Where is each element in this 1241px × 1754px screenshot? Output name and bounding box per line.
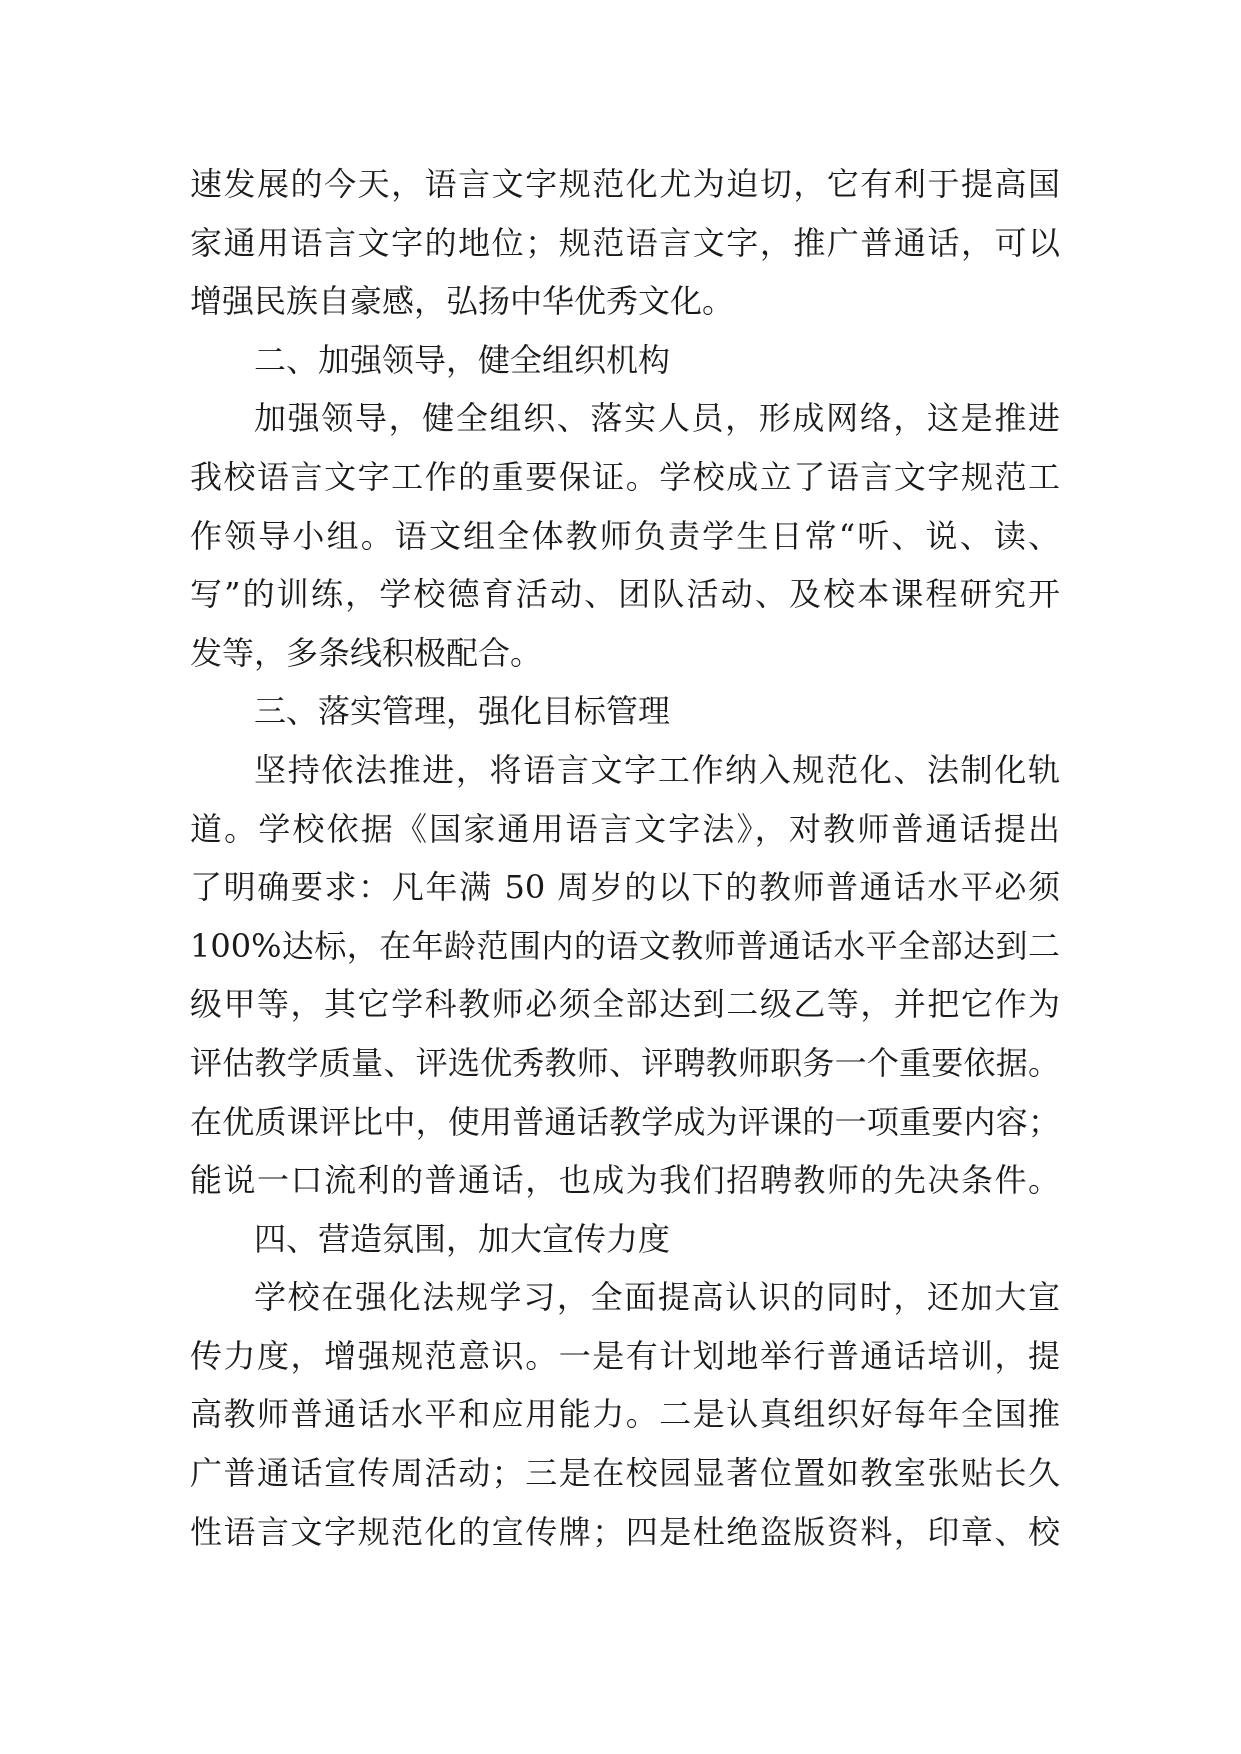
- text-line: 能说一口流利的普通话，也成为我们招聘教师的先决条件。: [190, 1161, 1060, 1200]
- text-line: 传力度，增强规范意识。一是有计划地举行普通话培训，提: [190, 1336, 1060, 1375]
- section-heading: 四、营造氛围，加大宣传力度: [254, 1219, 671, 1258]
- text-line: 道。学校依据《国家通用语言文字法》，对教师普通话提出: [190, 809, 1060, 848]
- text-line: 高教师普通话水平和应用能力。二是认真组织好每年全国推: [190, 1395, 1060, 1434]
- text-line: 速发展的今天，语言文字规范化尤为迫切，它有利于提高国: [190, 165, 1060, 203]
- text-line: 增强民族自豪感，弘扬中华优秀文化。: [190, 282, 735, 321]
- text-line: 在优质课评比中，使用普通话教学成为评课的一项重要内容；: [190, 1102, 1060, 1141]
- document-body: [190, 155, 1060, 1561]
- text-line: 发等，多条线积极配合。: [190, 633, 543, 672]
- section-heading: 二、加强领导，健全组织机构: [254, 340, 671, 379]
- text-line: 加强领导，健全组织、落实人员，形成网络，这是推进: [254, 399, 1060, 438]
- text-line: 我校语言文字工作的重要保证。学校成立了语言文字规范工: [190, 457, 1060, 496]
- text-line: 了明确要求：凡年满 50 周岁的以下的教师普通话水平必须: [190, 868, 1060, 907]
- text-line: 作领导小组。语文组全体教师负责学生日常“听、说、读、: [190, 516, 1060, 555]
- text-line: 广普通话宣传周活动；三是在校园显著位置如教室张贴长久: [190, 1454, 1060, 1493]
- text-line: 性语言文字规范化的宣传牌；四是杜绝盗版资料，印章、校: [190, 1512, 1060, 1551]
- section-heading: 三、落实管理，强化目标管理: [254, 692, 671, 731]
- text-line: 级甲等，其它学科教师必须全部达到二级乙等，并把它作为: [190, 985, 1060, 1024]
- text-line: 坚持依法推进，将语言文字工作纳入规范化、法制化轨: [254, 750, 1060, 789]
- text-line: 写”的训练，学校德育活动、团队活动、及校本课程研究开: [190, 575, 1060, 614]
- text-line: 评估教学质量、评选优秀教师、评聘教师职务一个重要依据。: [190, 1043, 1060, 1082]
- text-line: 家通用语言文字的地位；规范语言文字，推广普通话，可以: [190, 223, 1060, 262]
- text-line: 100%达标，在年龄范围内的语文教师普通话水平全部达到二: [190, 926, 1060, 965]
- text-line: 学校在强化法规学习，全面提高认识的同时，还加大宣: [254, 1278, 1060, 1317]
